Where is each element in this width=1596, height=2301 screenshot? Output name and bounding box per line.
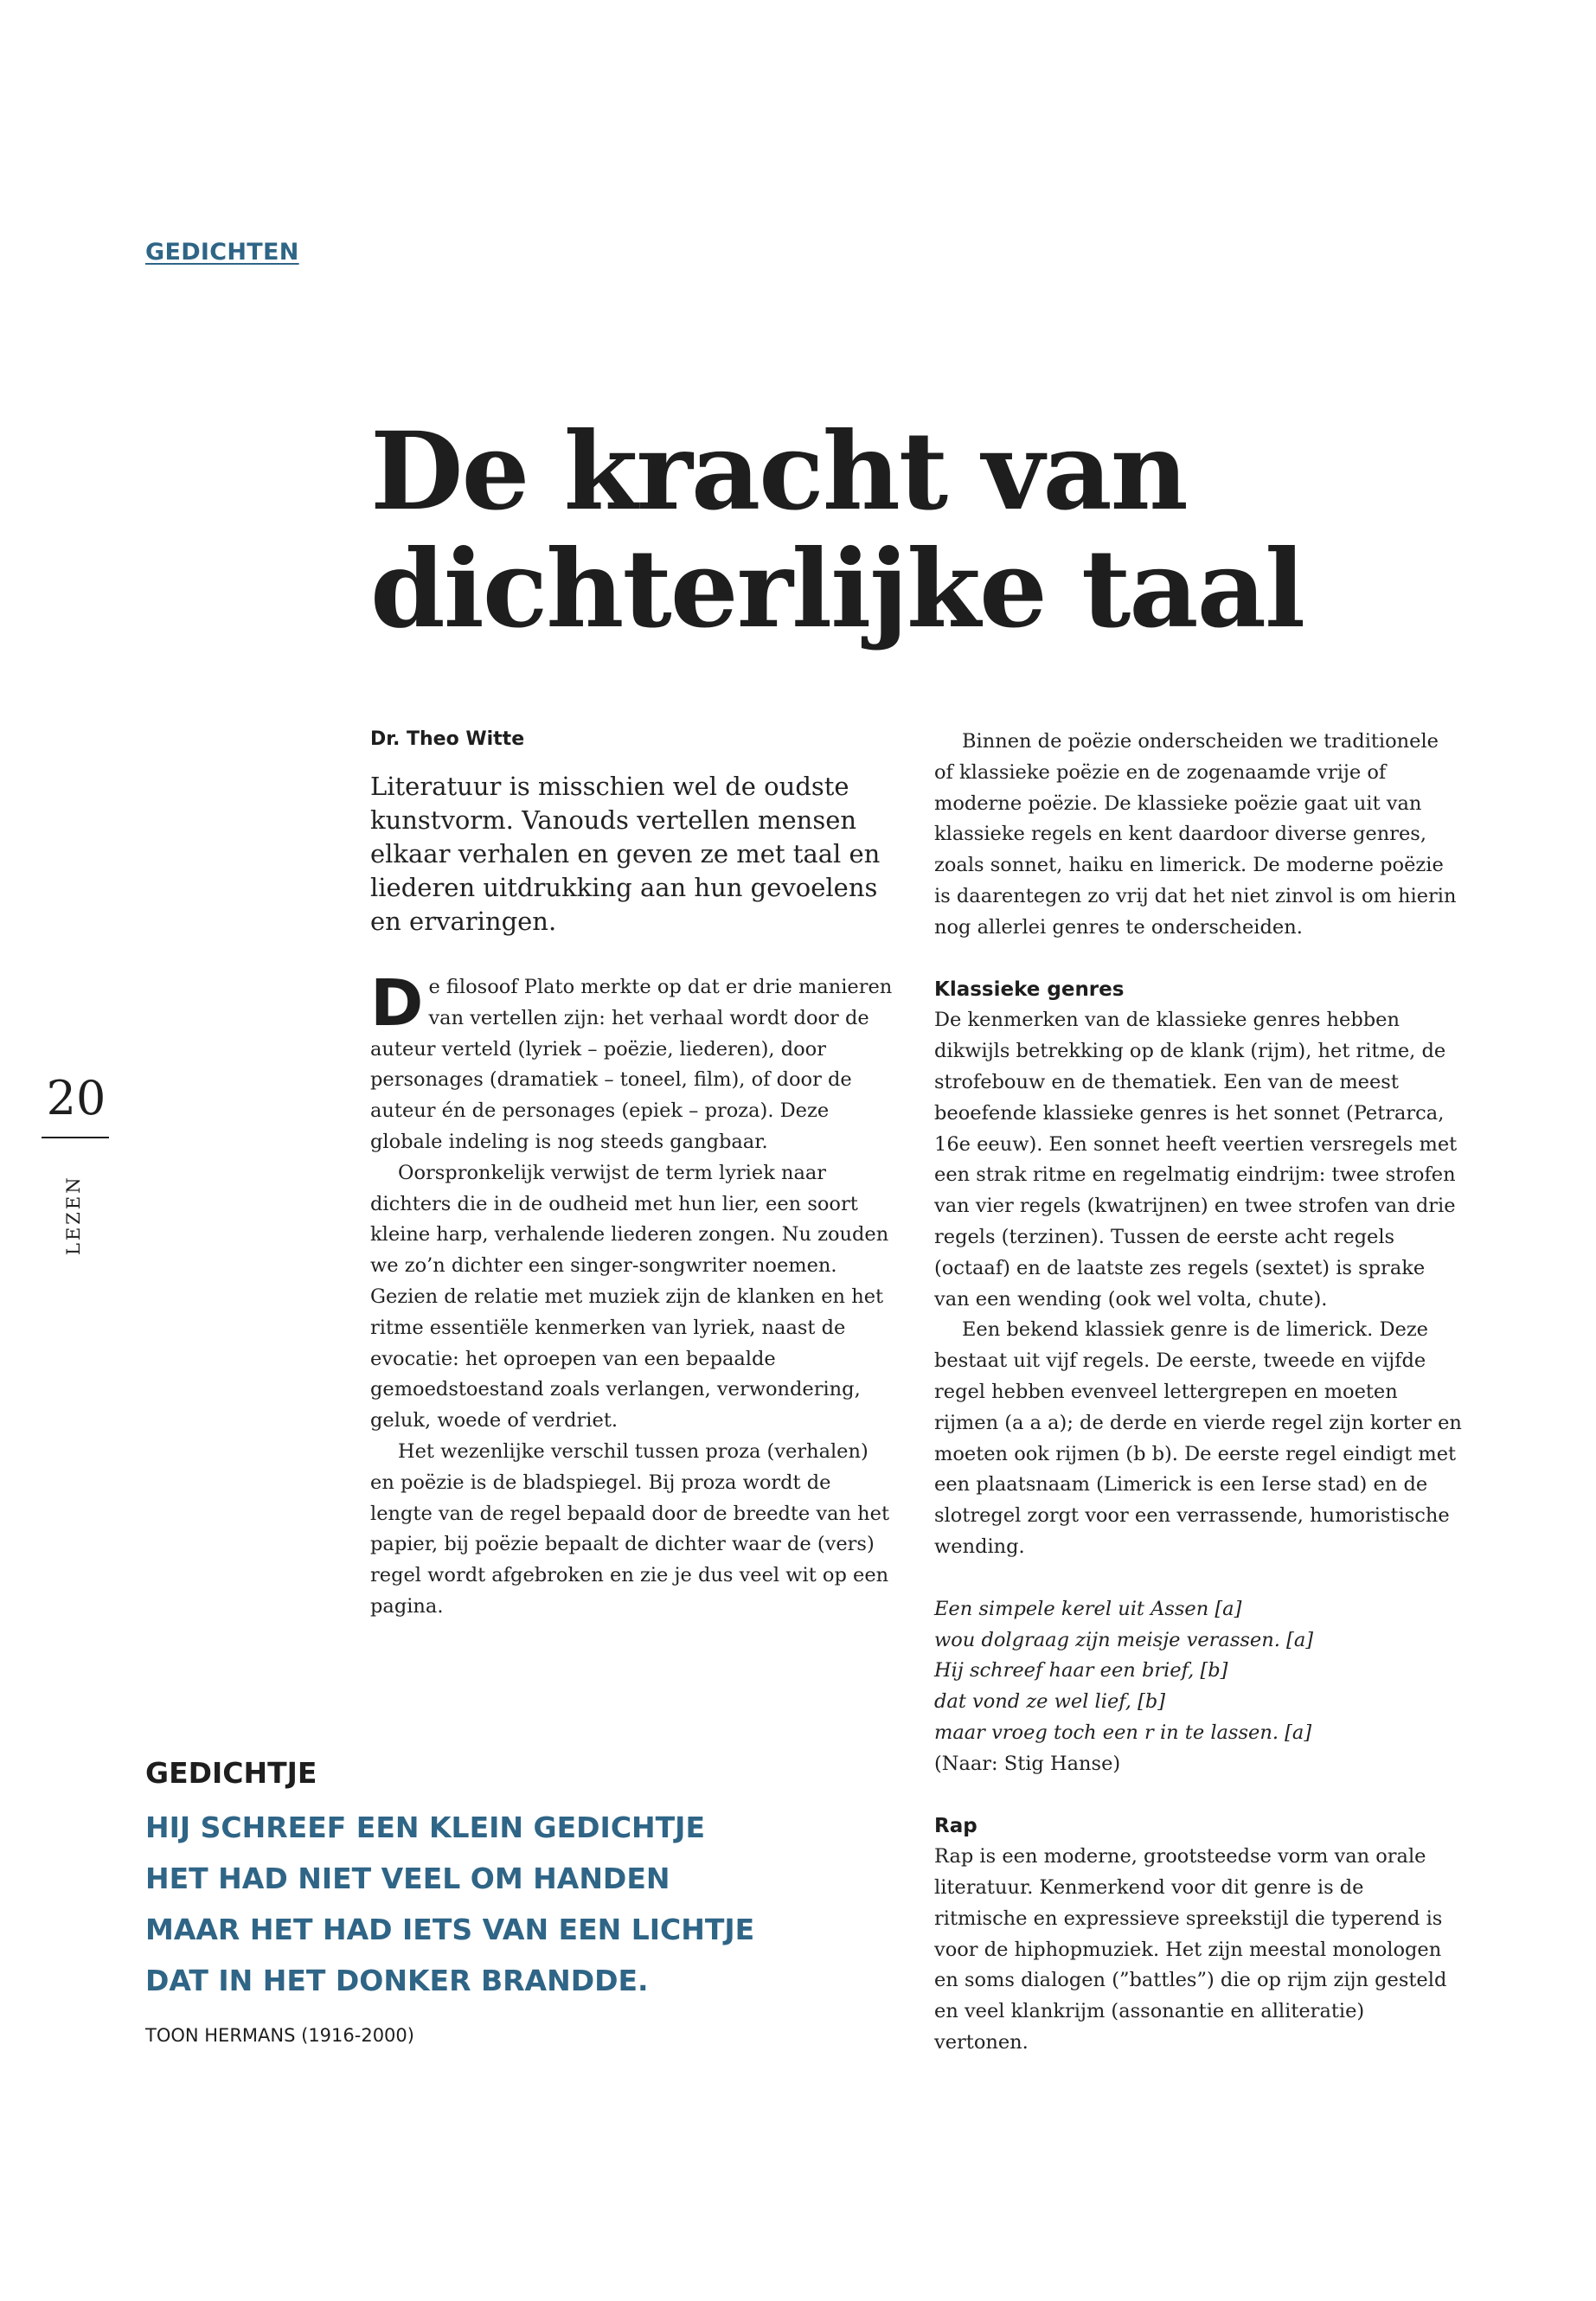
body-paragraph-5: De kenmerken van de klassieke genres hebben dikwijls betrekking op de klank (rijm), het ritme, de strofebouw en de thematiek. Een van de meest beoefende klassieke genres is het sonnet (Petrarca, 16e eeuw). Een sonnet heeft veertien versregels met een strak ritme en regelmatig eindrijm: twee strofen van vier regels (kwatrijnen) en twee strofen van drie regels (terzinen). Tussen de eerste acht regels (octaaf) en de laatste zes regels (sextet) is sprake van een wending (ook wel volta, chute).: [934, 1009, 1458, 1311]
section-label: LEZEN: [63, 1175, 84, 1255]
title-line-1: De kracht van: [370, 409, 1187, 535]
poem-line: Een simpele kerel uit Assen [a]: [934, 1597, 1242, 1620]
quote-attribution: TOON HERMANS (1916-2000): [145, 2025, 414, 2046]
page-number: 20: [46, 1071, 106, 1125]
quote-line: MAAR HET HAD IETS VAN EEN LICHTJE: [145, 1913, 755, 1946]
page-title: [370, 409, 1495, 652]
right-column: [934, 727, 1462, 2059]
page-number-rule: [42, 1137, 109, 1138]
poem-line: maar vroeg toch een r in te lassen. [a]: [934, 1721, 1312, 1744]
title-line-2: dichterlijke taal: [370, 527, 1304, 652]
author-byline: Dr. Theo Witte: [370, 728, 525, 750]
poem-line: wou dolgraag zijn meisje verassen. [a]: [934, 1628, 1314, 1651]
subheading-rap: Rap: [934, 1814, 977, 1837]
limerick-poem: [934, 1594, 1462, 1780]
body-paragraph-1: [370, 966, 898, 1158]
body-paragraph-6: Een bekend klassiek genre is de limerick. Deze bestaat uit vijf regels. De eerste, tweede en vijfde regel hebben evenveel lettergrepen en moeten rijmen (a a a); de derde en vierde regel zijn korter en moeten ook rijmen (b b). De eerste regel eindigt met een plaatsnaam (Limerick is een Ierse stad) en de slotregel zorgt voor een verrassende, humoristische wending.: [934, 1318, 1462, 1558]
quote-line: HET HAD NIET VEEL OM HANDEN: [145, 1862, 670, 1895]
pull-quote-poem: [145, 1756, 889, 2046]
quote-line: HIJ SCHREEF EEN KLEIN GEDICHTJE: [145, 1811, 705, 1844]
poem-line: dat vond ze wel lief, [b]: [934, 1690, 1166, 1714]
body-paragraph-3: Het wezenlijke verschil tussen proza (verhalen) en poëzie is de bladspiegel. Bij proza wordt de lengte van de regel bepaald door de breedte van het papier, bij poëzie bepaalt de dichter waar de (vers) regel wordt afgebroken en zie je dus veel wit op een pagina.: [370, 1439, 889, 1618]
body-paragraph-2: Oorspronkelijk verwijst de term lyriek naar dichters die in de oudheid met hun lier, een soort kleine harp, verhalende liederen zongen. Nu zouden we zo’n dichter een singer-songwriter noemen. Gezien de relatie met muziek zijn de klanken en het ritme essentiële kenmerken van lyriek, naast de evocatie: het oproepen van een bepaalde gemoedstoestand zoals verlangen, verwondering, geluk, woede of verdriet.: [370, 1161, 889, 1433]
intro-paragraph: Literatuur is misschien wel de oudste kunstvorm. Vanouds vertellen mensen elkaar verhalen en geven ze met taal en liederen uitdrukking aan hun gevoelens en ervaringen.: [370, 772, 881, 936]
quote-line: DAT IN HET DONKER BRANDDE.: [145, 1964, 649, 1997]
body-paragraph-1-text: e filosoof Plato merkte op dat er drie manieren van vertellen zijn: het verhaal wordt door de auteur verteld (lyriek – poëzie, liederen), door personages (dramatiek – toneel, film), of door de auteur én de personages (epiek – proza). Deze globale indeling is nog steeds gangbaar.: [370, 976, 893, 1153]
poem-source: (Naar: Stig Hanse): [934, 1752, 1121, 1775]
left-column: [370, 966, 898, 1623]
body-paragraph-4: Binnen de poëzie onderscheiden we traditionele of klassieke poëzie en de zogenaamde vrije of moderne poëzie. De klassieke poëzie gaat uit van klassieke regels en kent daardoor diverse genres, zoals sonnet, haiku en limerick. De moderne poëzie is daarentegen zo vrij dat het niet zinvol is om hierin nog allerlei genres te onderscheiden.: [934, 730, 1457, 939]
poem-line: Hij schreef haar een brief, [b]: [934, 1659, 1228, 1682]
quote-heading: GEDICHTJE: [145, 1756, 317, 1790]
drop-cap: D: [370, 966, 424, 1041]
subheading-klassieke-genres: Klassieke genres: [934, 977, 1125, 1001]
body-paragraph-7: Rap is een moderne, grootsteedse vorm van orale literatuur. Kenmerkend voor dit genre is de ritmische en expressieve spreekstijl die typerend is voor de hiphopmuziek. Het zijn meestal monologen en soms dialogen (”battles”) die op rijm zijn gesteld en veel klankrijm (assonantie en alliteratie) vertonen.: [934, 1845, 1447, 2054]
section-tag: GEDICHTEN: [145, 239, 299, 266]
